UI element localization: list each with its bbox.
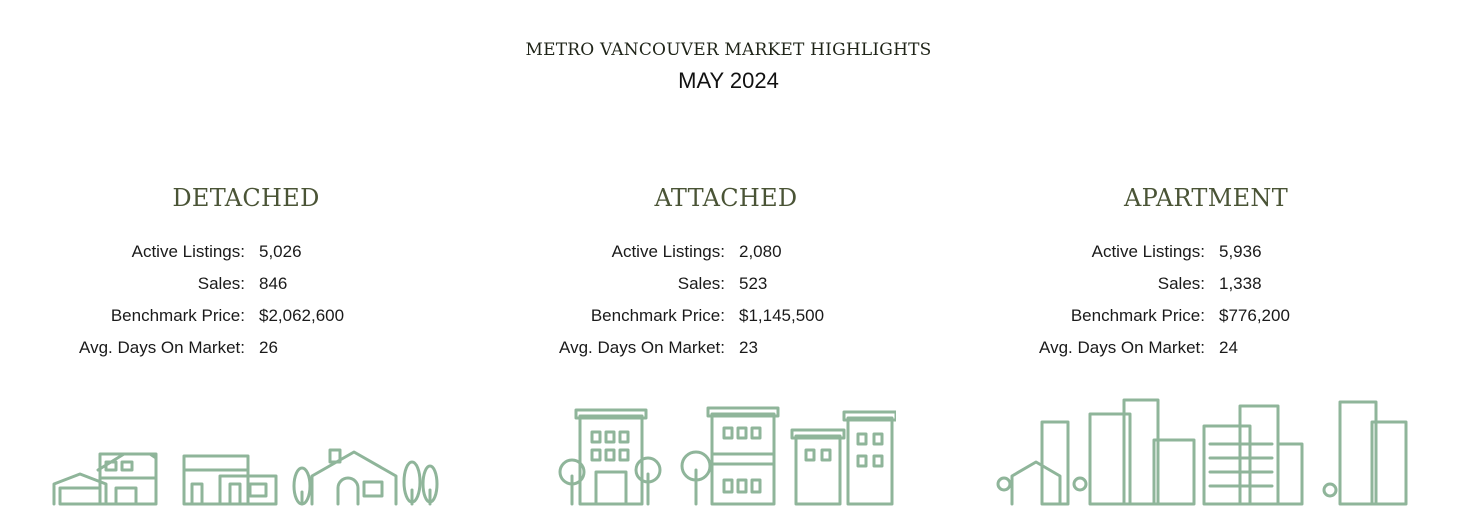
stat-sales bbox=[6, 268, 486, 300]
category-attached bbox=[486, 184, 966, 364]
stat-label: Avg. Days On Market: bbox=[79, 338, 245, 357]
stat-value: $1,145,500 bbox=[739, 306, 825, 325]
stat-label: Sales: bbox=[1157, 274, 1205, 293]
page-header bbox=[0, 40, 1457, 94]
stat-value: 23 bbox=[739, 338, 758, 357]
stat-value: 24 bbox=[1219, 338, 1238, 357]
stat-value: $2,062,600 bbox=[259, 306, 345, 325]
stat-value: 1,338 bbox=[1219, 274, 1262, 293]
stat-value: 523 bbox=[739, 274, 768, 293]
stat-value: 5,936 bbox=[1219, 242, 1262, 261]
apartment-skyline-illustration bbox=[996, 392, 1416, 506]
stat-active-listings bbox=[966, 236, 1446, 268]
stat-label: Avg. Days On Market: bbox=[559, 338, 725, 357]
stat-benchmark-price bbox=[486, 300, 966, 332]
stat-value: 846 bbox=[259, 274, 288, 293]
stat-label: Sales: bbox=[197, 274, 245, 293]
page-kicker: METRO VANCOUVER MARKET HIGHLIGHTS bbox=[525, 40, 932, 60]
stat-label: Benchmark Price: bbox=[110, 306, 245, 325]
stat-label: Avg. Days On Market: bbox=[1039, 338, 1205, 357]
category-title: APARTMENT bbox=[1123, 184, 1289, 212]
stat-label: Sales: bbox=[677, 274, 725, 293]
stat-value: 26 bbox=[259, 338, 278, 357]
stat-label: Active Listings: bbox=[1091, 242, 1205, 261]
stat-sales bbox=[966, 268, 1446, 300]
stat-active-listings bbox=[486, 236, 966, 268]
category-apartment bbox=[966, 184, 1446, 364]
stat-value: 2,080 bbox=[739, 242, 782, 261]
stat-label: Active Listings: bbox=[131, 242, 245, 261]
page-month: MAY 2024 bbox=[678, 68, 779, 93]
stats-list bbox=[486, 236, 966, 364]
stat-value: $776,200 bbox=[1219, 306, 1290, 325]
stat-benchmark-price bbox=[966, 300, 1446, 332]
stat-days-on-market bbox=[966, 332, 1446, 364]
category-detached bbox=[6, 184, 486, 364]
stat-label: Benchmark Price: bbox=[1070, 306, 1205, 325]
stat-active-listings bbox=[6, 236, 486, 268]
stat-days-on-market bbox=[486, 332, 966, 364]
stat-value: 5,026 bbox=[259, 242, 302, 261]
stats-list bbox=[6, 236, 486, 364]
category-title: ATTACHED bbox=[654, 184, 798, 212]
houses-illustration bbox=[50, 392, 442, 506]
stat-days-on-market bbox=[6, 332, 486, 364]
townhouses-illustration bbox=[556, 392, 896, 506]
stat-label: Active Listings: bbox=[611, 242, 725, 261]
stat-benchmark-price bbox=[6, 300, 486, 332]
stat-sales bbox=[486, 268, 966, 300]
stat-label: Benchmark Price: bbox=[590, 306, 725, 325]
category-title: DETACHED bbox=[172, 184, 320, 212]
stats-list bbox=[966, 236, 1446, 364]
